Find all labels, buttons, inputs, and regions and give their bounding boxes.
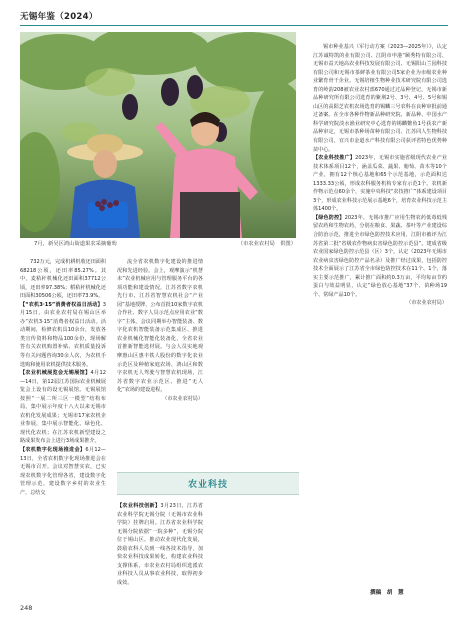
source-attribution: （市农业农村局） [162, 395, 203, 402]
section-paragraph: 【绿色防控】2023年，无锡市推广应用生物农药低毒低残留农药和生物农药，分别在粮食、果蔬、茶叶等产业建设综合防治示范，推进全市绿色防控技术应用，江阴市被评为江苏省第二批“省级农作物病虫害绿色防控示范县”。建成省级农业国家绿色防控示范县（区）3个，认定（2023年无锡市农业病虫害绿色防控产品名录）及推广经过成果，包括防控技术全面展示了江苏省全市绿色防控技术在11个、1个，落实主要示范推广，累计推广面积约0.3万亩，平均每亩节约蛋白与效益明显，认定“绿色放心基地”37个、苗种场19个、常绿产品10个。 [313, 214, 447, 298]
article-column-2-lower [117, 502, 203, 587]
article-column-3 [313, 43, 447, 308]
section-paragraph: 【农业机械展览会无锡展馆】4月12—14日，第12届江苏国际农业机械展览会上设有的设无锡展馆。无锡展馆按照“一展二所三区一模型”结构布局，集中展示年度十八大以来无锡市农机化发展成果；无锡市17家农机企业参展，集中展示智能化、绿色化、现代化农机；在江苏农机新型建设之路成果发布会上进行3场成果推介。 [20, 370, 106, 445]
section-heading: 【农业科技创新】 [117, 503, 161, 509]
header-divider [20, 25, 448, 26]
source-attribution: （市农业农村局） [406, 300, 447, 307]
grape-harvest-illustration [20, 32, 296, 238]
section-heading: 【农业机械展览会无锡展馆】 [20, 370, 91, 377]
photo-caption [34, 240, 296, 248]
paragraph: 流全省农机数字化建设的推进情况和先进经验。会上，观摩演示“机慧未”农业机械应用与管理服务平台的各项功能和建设情况，江苏省数字农机先行市、江苏省智慧农机社会“产业园”基地授牌，公布首批10家数字农机合作社、数字人员示范点应用农业“数字”主体。会议同期举办智能装备、数字化农机智能装备示范集成区、推进农业机械化智能化装备化，全省农业首推新智能选材展。与会人员实地观摩惠山区惠丰铁人股份的数字化农业示范区及种植家庭农场、鸿山区和数字农机无人驾驶与智慧农机现场，江苏省数字农业示范区、推进“无人化”农场的建设进程。 [117, 259, 203, 394]
section-banner [117, 472, 299, 495]
author-credit: 撰稿 胡 慧 [370, 590, 404, 596]
section-heading: 【农机数字化现场推进会】 [20, 447, 86, 454]
paragraph: 锡市种业基兴（军行动方案（2023—2025年）》，认定江苏诚特凯的业有限公司、江阴市申港“颐秀特有限公司、无锡市益天地高农业科技发展有限公司、无锡阳山兰园科技有限公司和无锡市茶鲜茶业有限公司5家企业为市级农业种业繁育骨干企业。无锡培植生物种业技术研究院有限公司选育的岭韵208被农业农村部670通过过品种登记，无锡市新品种研究所有限公司选育的紫荆2号、3号、4号、5号和锡山区的高阳芝农机农场选育的锡麟三号农科在良种审批前通过备案。在全市各种作物新品种研究院、新品种、中国水产科学研究院淡水渔业研究中心选育的锡麟鳖鱼1号获农产新品种审定，无锡市茶种场苗种有限公司、江苏同人生物科技有限公司，宜兴市金道水产科技有限公司获评省特色优势种苗中心。 [313, 44, 447, 153]
photo-caption-text: 7月，新吴区鸿山街道果农采摘葡萄 [34, 241, 117, 247]
photo-credit: （市农业农村局 供图） [237, 241, 296, 247]
page-number: 248 [20, 604, 33, 612]
section-heading: 【绿色防控】 [313, 214, 345, 221]
section-paragraph: 【农机数字化现场推进会】6月12—13日，全省农机数字化现场推进会在无锡市召开。会议对智慧实农，已实现农机数字化管理各省，建设数字化管理示范，建设数字乡村的农业生产，总结交 [20, 447, 106, 496]
section-paragraph: 【“农机3·15”消费者权益日活动】3月15日，由农业农村局在锡山区举办“农机3·15”消费者权益日活动。活动期间，检修农机具10余台，发放各类宣传资料和物品100余份，现场解答有关农机购置补贴、农机质量投诉等有关问题咨询30余人次，为农机手选购和使用农机提供技术服务。 [20, 301, 106, 368]
section-heading: 【农业科技推广】 [313, 155, 356, 162]
section-banner-title: 农业科技 [187, 480, 228, 490]
yearbook-header-title: 无锡年鉴（2024） [20, 12, 98, 22]
article-column-2 [117, 258, 203, 403]
section-paragraph: 【农业科技推广】2023年，无锡市实施省级现代农业产业技术体系项目12个，涵盖瓜菜、蔬果、葡萄、苗木等10个产业，拥有12个核心基地和65个示范基地，示范面积达1333.33公顷，形成农科服务机构专家有示范1个、农机新作物示范点60余个，实施中央科技“农技推广”体系建设项目3个，形成农业科技示范展示基地6个，培育农业科技示范主体1400个。 [313, 155, 448, 213]
section-paragraph: 【农业科技创新】3月23日，江苏省农业科学院无锡分院（无锡市农业科学院）挂牌启用。江苏省农业科学院无锡分院依据“一院多种”，无锡分院位于锡山区。推动农业现代化发展，鼓励农科人员到一线各技术指导，加快农业科技成果转化，构建农业科技支撑体系，市农业农村局组织选派农业科技人员从事农业科技，取得初步成效。 [117, 503, 203, 586]
section-heading: 【“农机3·15”消费者权益日活动】 [20, 301, 103, 308]
paragraph: 732万元，完成机耕机收还田面积68218公顷，还田率85.27%。其中，麦秸秆机械化还田面积37712公顷，还田率97.38%；稻秸秆机械化还田面积30506公顷，还田率73.9%。 [20, 259, 106, 300]
grape-harvest-photo [20, 32, 296, 238]
article-column-1 [20, 258, 106, 497]
